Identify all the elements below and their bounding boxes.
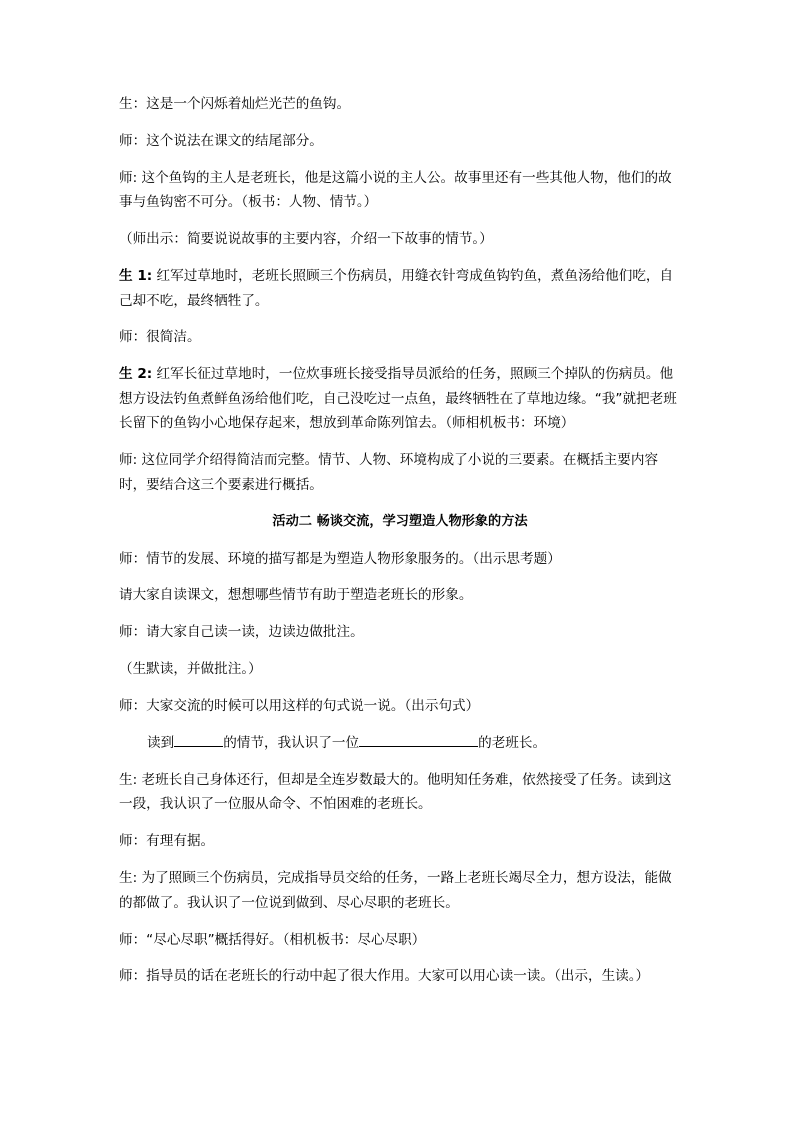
paragraph-text: 红军过草地时，老班长照顾三个伤病员，用缝衣针弯成鱼钩钓鱼，煮鱼汤给他们吃，自己却不吃，最终牺牲了。 xyxy=(119,268,674,309)
document-page xyxy=(119,92,681,1001)
pattern-text: 的老班长。 xyxy=(478,734,547,751)
paragraph: 师：情节的发展、环境的描写都是为塑造人物形象服务的。（出示思考题） xyxy=(119,550,561,567)
pattern-text: 读到 xyxy=(147,734,175,751)
paragraph: 师：很简洁。 xyxy=(119,329,201,346)
paragraph: （师出示：简要说说故事的主要内容，介绍一下故事的情节。） xyxy=(119,231,493,248)
pattern-text: 的情节，我认识了一位 xyxy=(223,734,360,751)
sentence-pattern xyxy=(119,731,681,756)
fill-blank xyxy=(359,731,478,747)
paragraph: 师：请大家自己读一读，边读边做批注。 xyxy=(119,624,364,641)
paragraph xyxy=(119,362,681,436)
paragraph-text: 红军长征过草地时，一位炊事班长接受指导员派给的任务，照顾三个掉队的伤病员。他想方设法钓鱼煮鲜鱼汤给他们吃，自己没吃过一点鱼，最终牺牲在了草地边缘。“我”就把老班长留下的鱼钩小心地保存起来，想放到革命陈列馆去。（师相机板书：环境） xyxy=(119,366,677,432)
paragraph: 师：“尽心尽职”概括得好。（相机板书：尽心尽职） xyxy=(119,931,426,948)
paragraph: 师：指导员的话在老班长的行动中起了很大作用。大家可以用心读一读。（出示，生读。） xyxy=(119,968,650,985)
paragraph: 生: 老班长自己身体还行，但却是全连岁数最大的。他明知任务难，依然接受了任务。读到这一段，我认识了一位服从命令、不怕困难的老班长。 xyxy=(119,771,672,813)
paragraph: 师：有理有据。 xyxy=(119,833,215,850)
paragraph: 生：这是一个闪烁着灿烂光芒的鱼钩。 xyxy=(119,96,351,112)
paragraph: 请大家自读课文，想想哪些情节有助于塑造老班长的形象。 xyxy=(119,587,473,604)
paragraph: 生: 为了照顾三个伤病员，完成指导员交给的任务，一路上老班长竭尽全力，想方设法，能做的都做了。我认识了一位说到做到、尽心尽职的老班长。 xyxy=(119,870,672,911)
speaker-label: 生 2: xyxy=(119,366,153,383)
paragraph: （生默读，并做批注。） xyxy=(119,661,262,678)
section-heading: 活动二 畅谈交流，学习塑造人物形象的方法 xyxy=(272,513,528,529)
fill-blank xyxy=(174,731,223,747)
speaker-label: 生 1: xyxy=(119,268,153,285)
paragraph: 师: 这位同学介绍得简洁而完整。情节、人物、环境构成了小说的三要素。在概括主要内容时，要结合这三个要素进行概括。 xyxy=(119,452,659,493)
paragraph xyxy=(119,264,681,313)
paragraph: 师：大家交流的时候可以用这样的句式说一说。（出示句式） xyxy=(119,698,480,715)
paragraph: 师: 这个鱼钩的主人是老班长，他是这篇小说的主人公。故事里还有一些其他人物，他们的故事与鱼钩密不可分。（板书：人物、情节。） xyxy=(119,169,672,211)
paragraph: 师：这个说法在课文的结尾部分。 xyxy=(119,132,323,149)
